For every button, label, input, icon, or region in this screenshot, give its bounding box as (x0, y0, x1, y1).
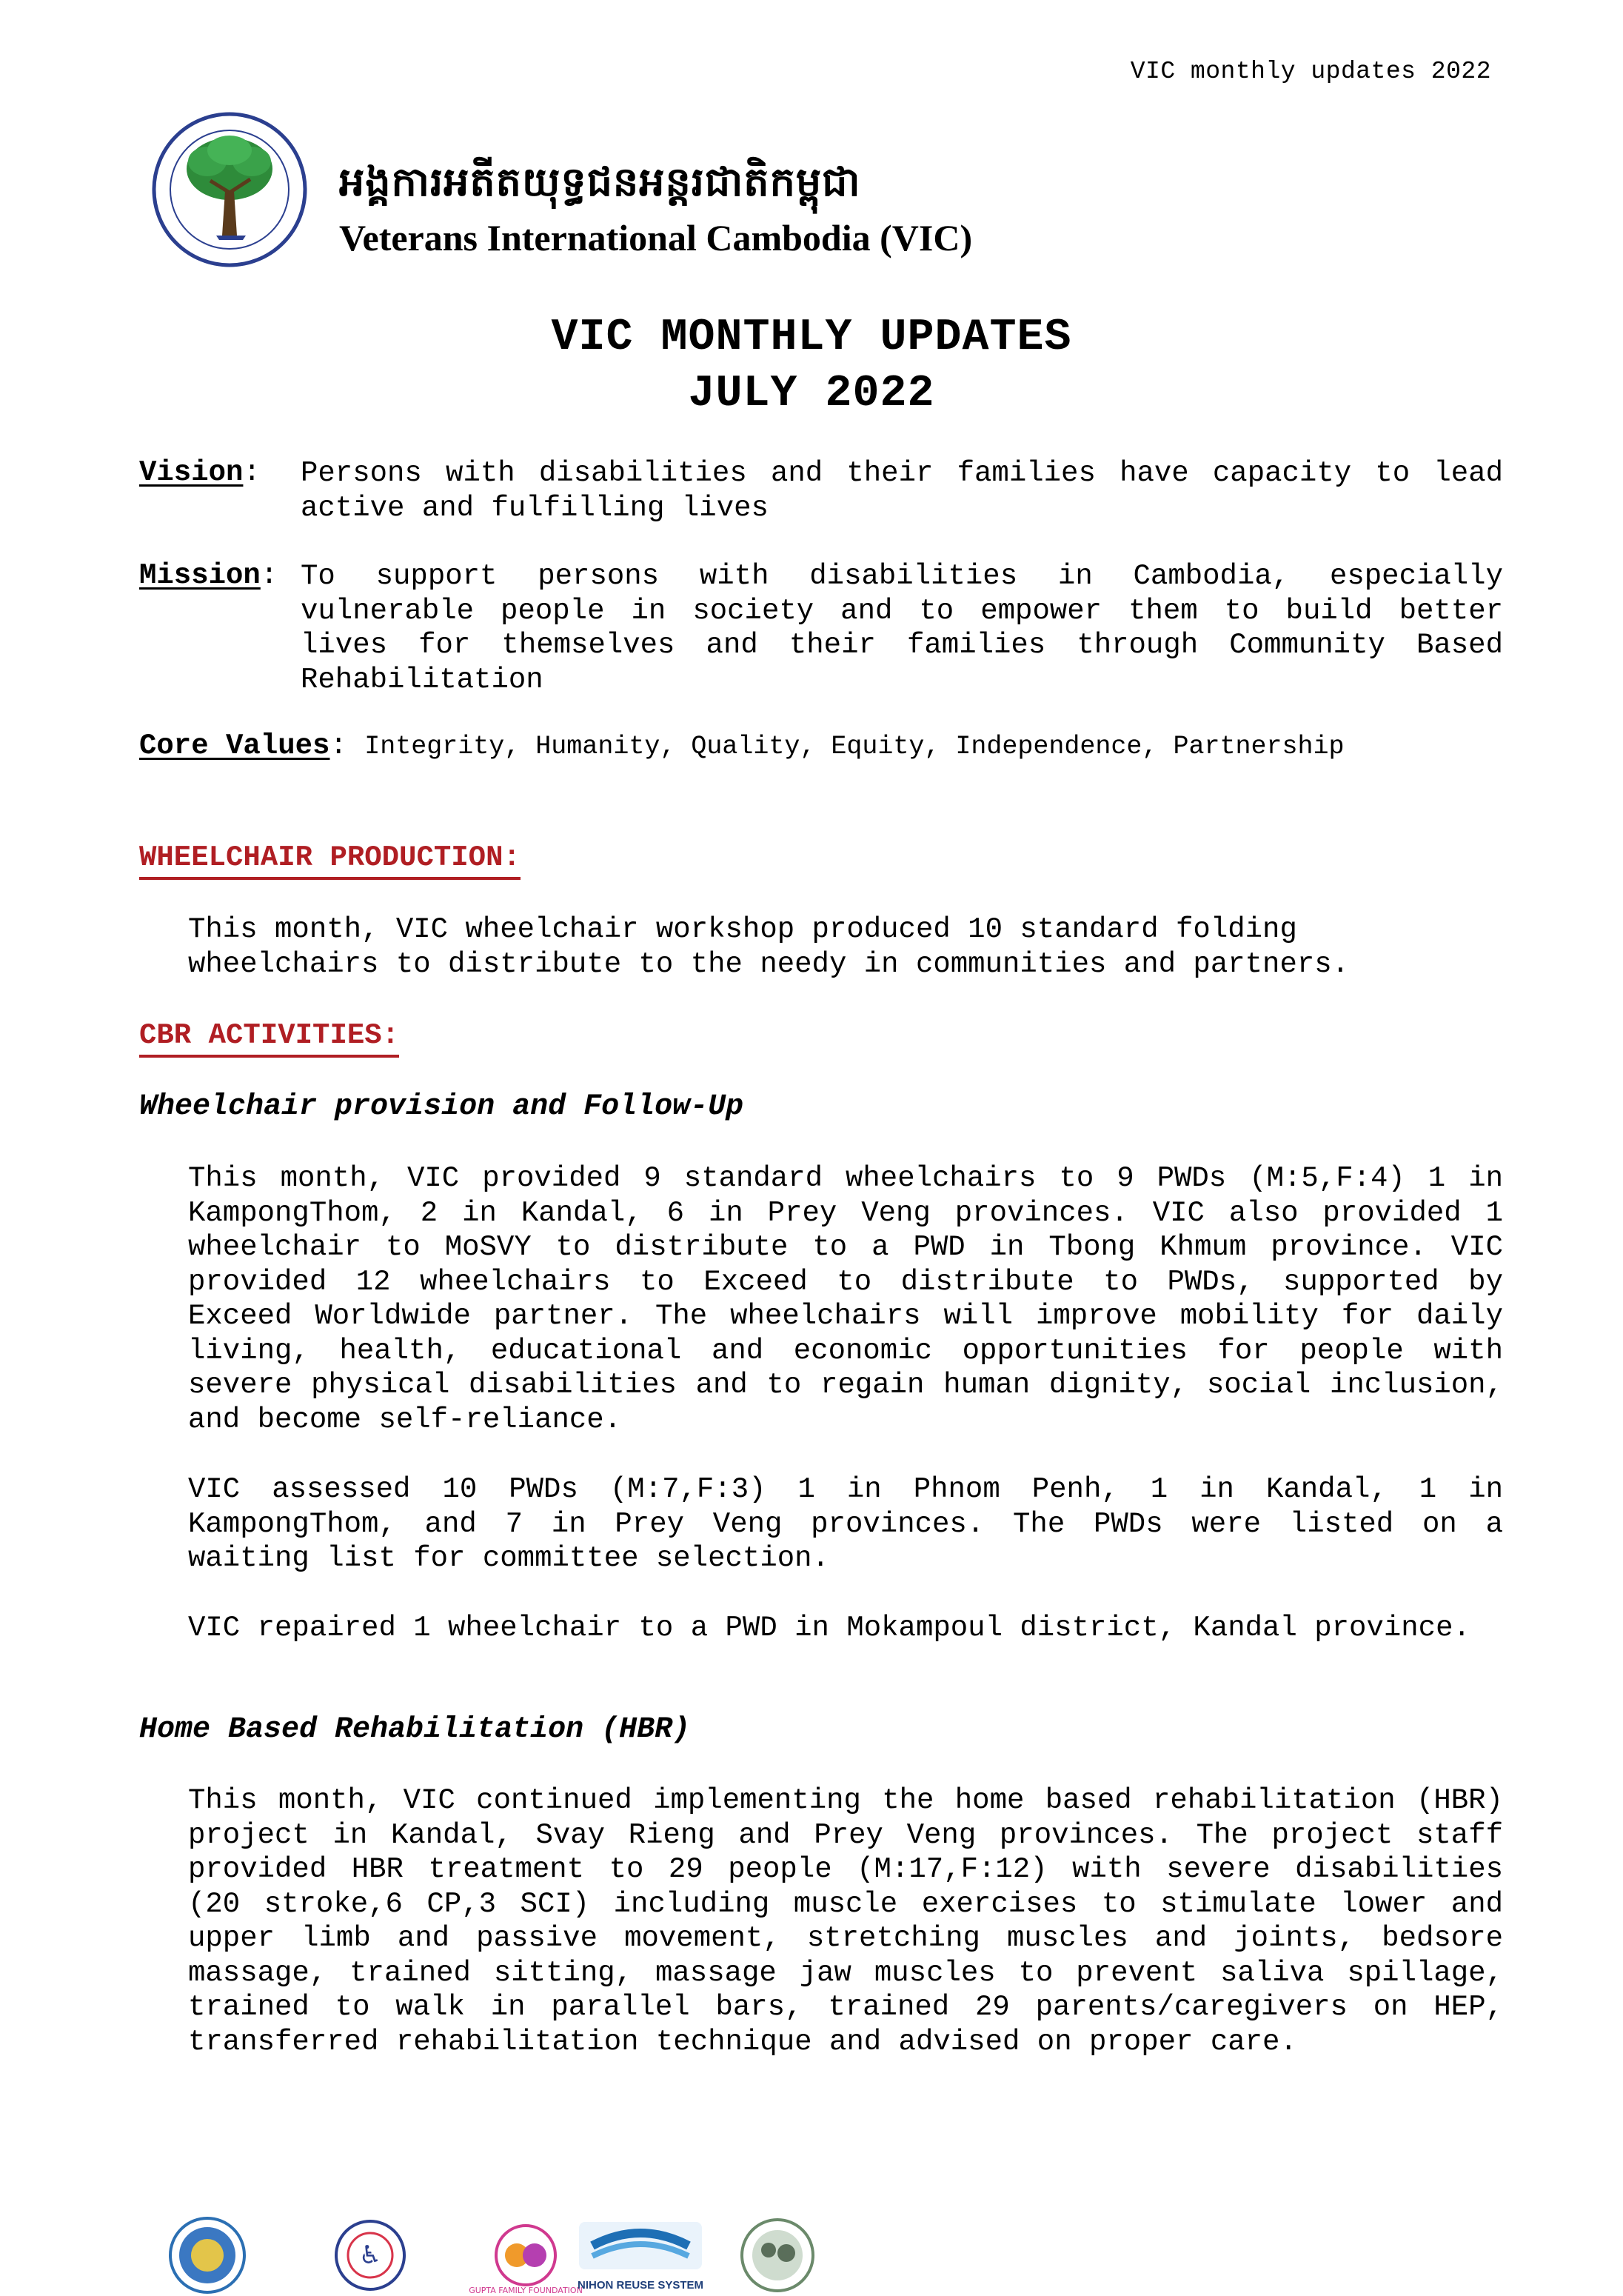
wheelchair-production-text: This month, VIC wheelchair workshop produced 10 standard folding wheelchairs to distribute to the needy in communities and partners. (188, 913, 1350, 981)
wheelchair-production-heading: WHEELCHAIR PRODUCTION: (139, 841, 521, 874)
title-line-1: VIC MONTHLY UPDATES (551, 313, 1072, 363)
svg-text:NIHON REUSE SYSTEM: NIHON REUSE SYSTEM (577, 2279, 704, 2292)
title-line-2: JULY 2022 (688, 369, 935, 419)
wheelchair-provision-paragraph-1: This month, VIC provided 9 standard wheelchairs to 9 PWDs (M:5,F:4) 1 in KampongThom, 2 in Kandal, 6 in Prey Veng provinces. VIC also provided 1 wheelchair to MoSVY to distribute to a PWD in Tbong Khmum province. VIC provided 12 wheelchairs to Exceed to distribute to PWDs, supported by Exceed Worldwide partner. The wheelchairs will improve mobility for daily living, health, educational and economic opportunities for people with severe physical disabilities and to regain human dignity, social inclusion, and become self-reliance. (188, 1162, 1503, 1436)
document-title (0, 310, 1623, 422)
core-values-text: Integrity, Humanity, Quality, Equity, Independence, Partnership (364, 732, 1345, 761)
running-header: VIC monthly updates 2022 (1130, 58, 1491, 85)
organization-name-khmer: អង្គការអតីតយុទ្ធជនអន្តរជាតិកម្ពុជា (339, 158, 861, 205)
gupta-family-foundation-icon (469, 2226, 583, 2295)
hbr-paragraph-1: This month, VIC continued implementing the home based rehabilitation (HBR) project in Kandal, Svay Rieng and Prey Veng provinces. The project staff provided HBR treatment to 29 people (M:17,F:12) with severe disabilities (20 stroke,6 CP,3 SCI) including muscle exercises to stimulate lower and upper limb and passive movement, stretching muscles and joints, bedsore massage, trained sitting, massage jaw muscles to prevent saliva spillage, trained to walk in parallel bars, trained 29 parents/caregivers on HEP, transferred rehabilitation technique and advised on proper care. (188, 1784, 1503, 2058)
hbr-heading: Home Based Rehabilitation (HBR) (139, 1713, 691, 1746)
svg-text:GUPTA FAMILY FOUNDATION: GUPTA FAMILY FOUNDATION (469, 2286, 583, 2295)
vision-label: Vision: (139, 456, 261, 489)
wheelchair-provision-paragraph-2: VIC assessed 10 PWDs (M:7,F:3) 1 in Phnom Penh, 1 in Kandal, 1 in KampongThom, and 7 in Prey Veng provinces. The PWDs were listed on a waiting list for committee selection. (188, 1473, 1503, 1575)
core-values: Core Values: Integrity, Humanity, Quality, Equity, Independence, Partnership (139, 730, 1345, 762)
vision-text: Persons with disabilities and their families have capacity to lead active and fulfilling lives (301, 457, 1503, 524)
disability-organization-icon (336, 2221, 404, 2289)
mission-text: To support persons with disabilities in Cambodia, especially vulnerable people in society and to empower them to build better lives for themselves and their families through Community Based Rehabilitation (301, 560, 1503, 696)
ministry-seal-icon (170, 2218, 244, 2292)
partner-logos (155, 2215, 822, 2296)
core-values-label: Core Values (139, 730, 330, 762)
cbr-activities-heading: CBR ACTIVITIES: (139, 1019, 399, 1052)
nihon-reuse-system-icon (578, 2222, 703, 2292)
svg-text:♿: ♿ (358, 2240, 382, 2270)
wheelchair-provision-paragraph-3: VIC repaired 1 wheelchair to a PWD in Mokampoul district, Kandal province. (188, 1612, 1470, 1644)
partner-seal-icon (742, 2220, 813, 2291)
mission-label: Mission: (139, 559, 278, 592)
organization-name-english: Veterans International Cambodia (VIC) (339, 217, 973, 258)
tree-logo-icon (142, 110, 327, 269)
wheelchair-provision-heading: Wheelchair provision and Follow-Up (139, 1090, 744, 1124)
